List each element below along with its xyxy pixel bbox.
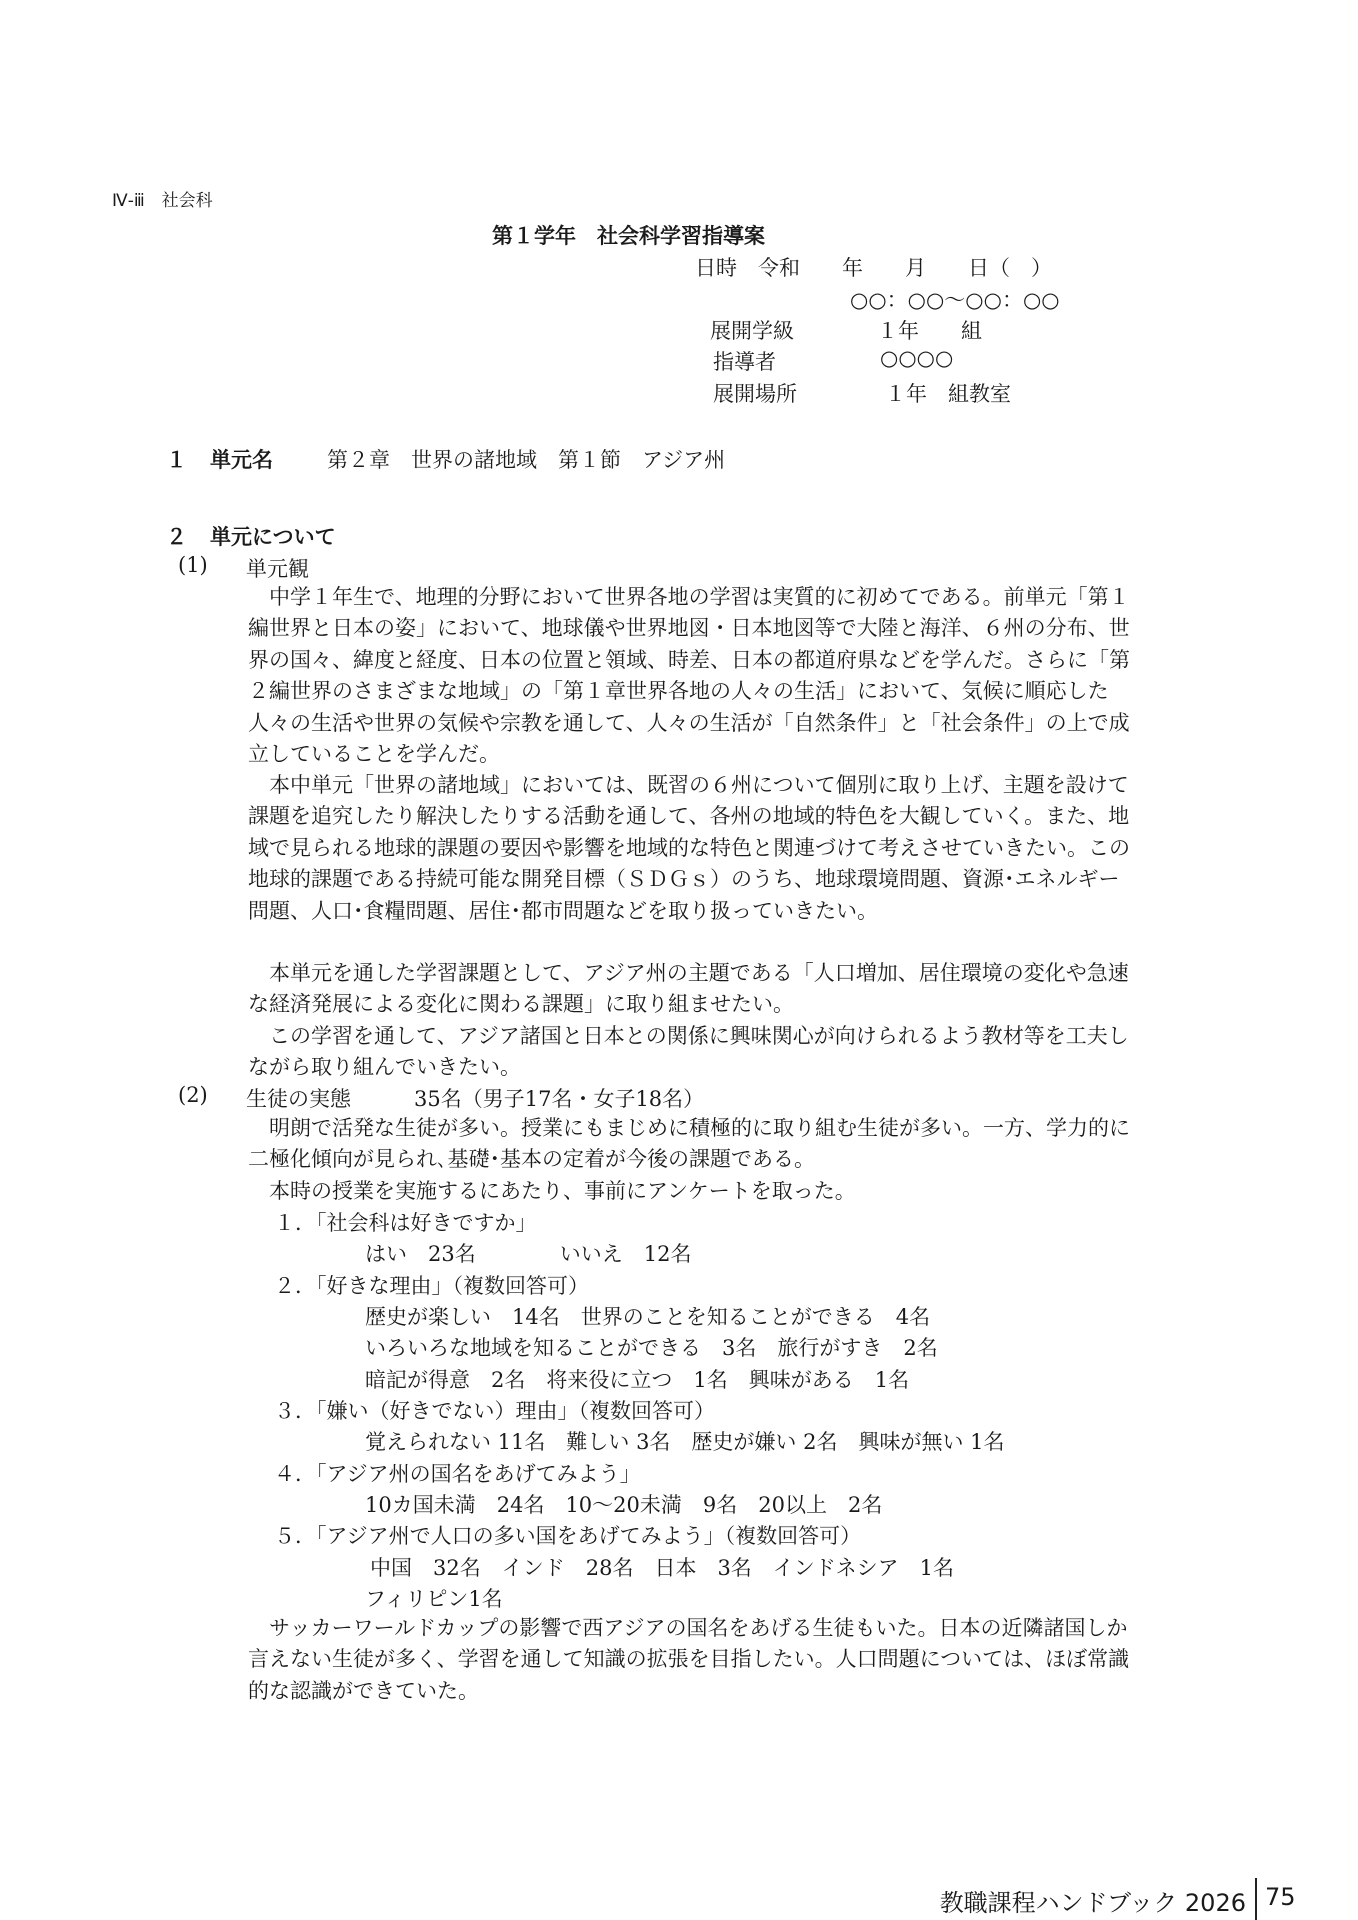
- date-line: 日時 令和 年 月 日（ ）: [695, 256, 1052, 280]
- survey-answer-2-2: いろいろな地域を知ることができる 3名 旅行がすき 2名: [365, 1336, 938, 1360]
- survey-answer-2-1: 歴史が楽しい 14名 世界のことを知ることができる 4名: [365, 1305, 931, 1329]
- survey-answer-3: 覚えられない 11名 難しい 3名 歴史が嫌い 2名 興味が無い 1名: [365, 1430, 1005, 1454]
- class-value: １年 組: [877, 319, 982, 343]
- section-label: Ⅳ-ⅲ 社会科: [112, 191, 213, 211]
- unit-number: １: [166, 448, 187, 472]
- document-title: 第１学年 社会科学習指導案: [492, 224, 765, 248]
- subsection-2-number: (2): [178, 1083, 208, 1107]
- teacher-label: 指導者: [713, 350, 776, 374]
- unit-view-paragraph-1: 中学１年生で、地理的分野において世界各地の学習は実質的に初めてである。前単元「第１編世界と日本の姿」において、地球儀や世界地図・日本地図等で大陸と海洋、６州の分布、世界の国々、緯度と経度、日本の位置と領域、時差、日本の都道府県などを学んだ。さらに「第２編世界のさまざまな地域」の「第１章世界各地の人々の生活」において、気候に順応した人々の生活や世界の気候や宗教を通して、人々の生活が「自然条件」と「社会条件」の上で成立していることを学んだ。: [248, 585, 1130, 767]
- about-heading: 単元について: [210, 525, 336, 549]
- survey-question-2: ２．「好きな理由」（複数回答可）: [274, 1274, 589, 1298]
- unit-label: 単元名: [210, 448, 273, 472]
- teacher-value: ○○○○: [880, 346, 954, 370]
- time-line: ○○：○○～○○：○○: [850, 288, 1060, 312]
- unit-view-paragraph-4: この学習を通して、アジア諸国と日本との関係に興味関心が向けられるよう教材等を工夫しながら取り組んでいきたい。: [248, 1024, 1129, 1080]
- page-number: 75: [1265, 1883, 1296, 1911]
- subsection-1-number: (1): [178, 553, 208, 577]
- footer-divider: [1255, 1878, 1257, 1920]
- subsection-2-label: 生徒の実態: [246, 1087, 351, 1111]
- survey-question-3: ３．「嫌い（好きでない）理由」（複数回答可）: [274, 1399, 715, 1423]
- handbook-title: 教職課程ハンドブック 2026: [939, 1889, 1246, 1917]
- class-label: 展開学級: [710, 319, 794, 343]
- unit-view-paragraph-2: 本中単元「世界の諸地域」においては、既習の６州について個別に取り上げ、主題を設けて課題を追究したり解決したりする活動を通して、各州の地域的特色を大観していく。また、地域で見られる地球的課題の要因や影響を地域的な特色と関連づけて考えさせていきたい。この地球的課題である持続可能な開発目標（ＳＤＧｓ）のうち、地球環境問題、資源･エネルギー問題、人口･食糧問題、居住･都市問題などを取り扱っていきたい。: [248, 773, 1130, 923]
- place-label: 展開場所: [713, 382, 797, 406]
- survey-question-5: ５．「アジア州で人口の多い国をあげてみよう」（複数回答可）: [274, 1524, 862, 1548]
- subsection-1-label: 単元観: [246, 557, 309, 581]
- survey-answer-4: 10カ国未満 24名 10～20未満 9名 20以上 2名: [365, 1493, 883, 1517]
- survey-answer-5-1: 中国 32名 インド 28名 日本 3名 インドネシア 1名: [370, 1556, 954, 1580]
- survey-question-4: ４．「アジア州の国名をあげてみよう」: [274, 1462, 641, 1486]
- survey-answer-5-2: フィリピン1名: [365, 1587, 503, 1611]
- student-paragraph-3: サッカーワールドカップの影響で西アジアの国名をあげる生徒もいた。日本の近隣諸国しか言えない生徒が多く、学習を通して知識の拡張を目指したい。人口問題については、ほぼ常識的な認識ができていた。: [248, 1616, 1130, 1703]
- survey-question-1: １．「社会科は好きですか」: [274, 1211, 537, 1235]
- place-value: １年 組教室: [885, 382, 1011, 406]
- student-count: 35名（男子17名・女子18名）: [414, 1087, 705, 1111]
- survey-answer-2-3: 暗記が得意 2名 将来役に立つ 1名 興味がある 1名: [365, 1368, 910, 1392]
- unit-view-paragraph-3: 本単元を通した学習課題として、アジア州の主題である「人口増加、居住環境の変化や急速な経済発展による変化に関わる課題」に取り組ませたい。: [248, 961, 1129, 1017]
- about-number: ２: [166, 525, 187, 549]
- student-paragraph-2: 本時の授業を実施するにあたり、事前にアンケートを取った。: [248, 1179, 856, 1203]
- unit-value: 第２章 世界の諸地域 第１節 アジア州: [327, 448, 726, 472]
- student-paragraph-1: 明朗で活発な生徒が多い。授業にもまじめに積極的に取り組む生徒が多い。一方、学力的に二極化傾向が見られ､基礎･基本の定着が今後の課題である。: [248, 1116, 1130, 1172]
- survey-answer-1: はい 23名 いいえ 12名: [365, 1242, 692, 1266]
